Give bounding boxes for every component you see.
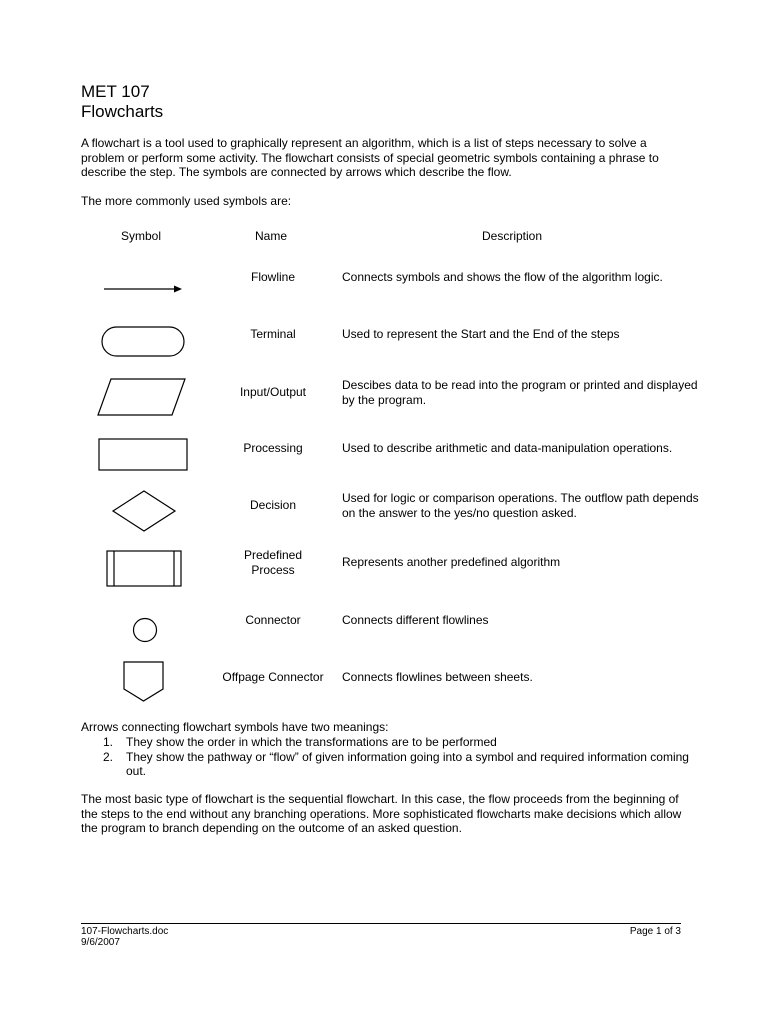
list-text: They show the order in which the transformations are to be performed — [126, 735, 497, 749]
table-row — [0, 364, 768, 421]
table-row — [0, 592, 768, 649]
list-text: They show the pathway or “flow” of given information going into a symbol and required information coming out. — [126, 749, 689, 778]
common-symbols-intro: The more commonly used symbols are: — [81, 194, 292, 208]
intro-paragraph: A flowchart is a tool used to graphically represent an algorithm, which is a list of steps necessary to solve a problem or perform some activity. The flowchart consists of special geometric symbols containing a phrase to describe the step. The symbols are connected by arrows which describe the flow. — [81, 136, 659, 179]
header-name: Name — [255, 229, 288, 243]
offpage-connector-icon — [94, 649, 194, 706]
header-symbol: Symbol — [121, 229, 162, 243]
list-number: 1. — [103, 735, 114, 749]
row-description: Descibes data to be read into the program or printed and displayed by the program. — [342, 377, 698, 407]
row-name: Terminal — [250, 327, 296, 341]
list-number: 2. — [103, 749, 114, 764]
parallelogram-icon — [94, 364, 194, 421]
row-description: Connects flowlines between sheets. — [342, 670, 533, 684]
list-item — [103, 735, 703, 750]
table-row — [0, 534, 768, 591]
row-description: Connects symbols and shows the flow of the algorithm logic. — [342, 270, 663, 284]
row-description: Connects different flowlines — [342, 613, 489, 627]
footer-divider — [81, 923, 681, 924]
rectangle-icon — [94, 420, 194, 477]
table-row — [0, 420, 768, 477]
table-row — [0, 306, 768, 363]
row-description: Used to describe arithmetic and data-manipulation operations. — [342, 441, 673, 455]
flowline-arrow-icon — [94, 249, 194, 306]
terminal-rounded-rect-icon — [94, 306, 194, 363]
table-row — [0, 249, 768, 306]
row-name: Processing — [243, 441, 303, 455]
row-name: Flowline — [250, 270, 295, 284]
row-name: Input/Output — [239, 385, 307, 399]
predefined-process-icon — [94, 534, 194, 591]
row-description: Represents another predefined algorithm — [342, 555, 561, 569]
footer-filename: 107-Flowcharts.doc — [81, 926, 169, 937]
table-row — [0, 649, 768, 706]
circle-connector-icon — [94, 592, 194, 649]
row-name: Offpage Connector — [222, 670, 324, 684]
page-title: Flowcharts — [81, 102, 164, 121]
diamond-icon — [94, 477, 194, 534]
footer-page-number: Page 1 of 3 — [629, 926, 681, 937]
table-row — [0, 477, 768, 534]
row-name: Connector — [245, 613, 301, 627]
row-description: Used to represent the Start and the End of the steps — [342, 327, 620, 341]
arrows-meaning-list — [103, 735, 703, 779]
header-description: Description — [482, 229, 543, 243]
row-description: Used for logic or comparison operations. The outflow path depends on the answer to the yes/no question asked. — [342, 490, 699, 520]
course-code: MET 107 — [81, 82, 150, 101]
row-name: Decision — [249, 498, 297, 512]
row-name: Predefined Process — [243, 547, 303, 577]
arrows-intro: Arrows connecting flowchart symbols have two meanings: — [81, 720, 389, 734]
footer-date: 9/6/2007 — [81, 937, 120, 948]
list-item — [103, 750, 703, 779]
closing-paragraph: The most basic type of flowchart is the sequential flowchart. In this case, the flow proceeds from the beginning of the steps to the end without any branching operations. More sophisticated flowcharts make decisions which allow the program to branch depending on the outcome of an asked question. — [81, 792, 682, 835]
